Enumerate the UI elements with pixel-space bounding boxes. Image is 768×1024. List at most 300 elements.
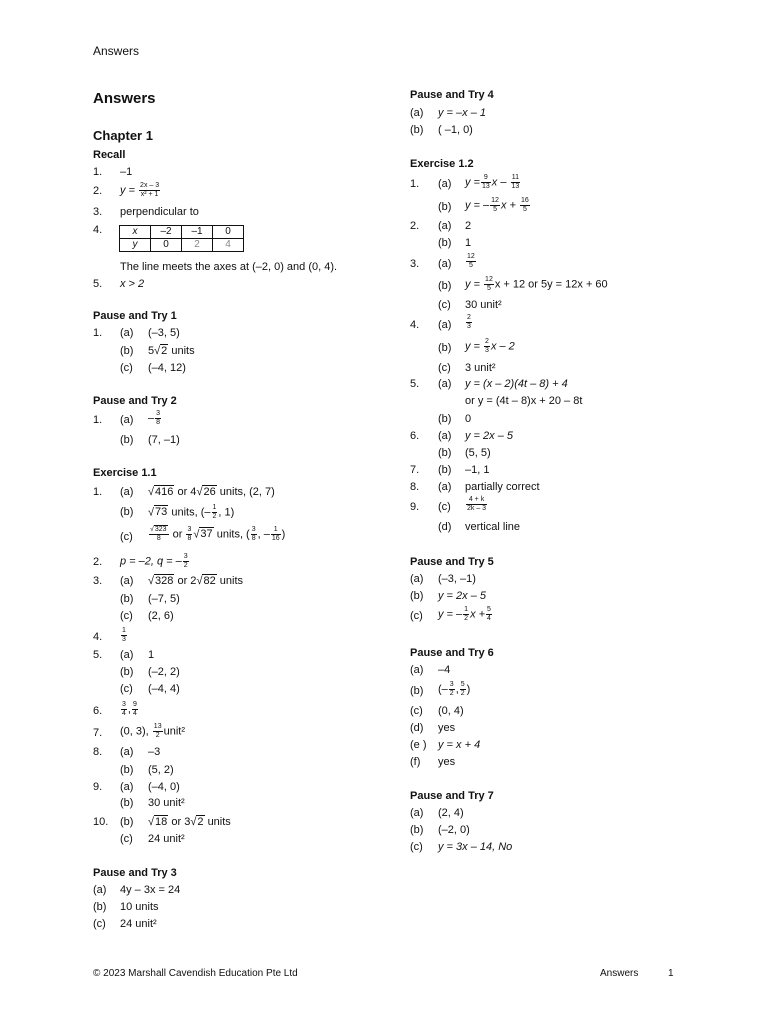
radicand: 18 bbox=[155, 816, 168, 828]
fraction bbox=[484, 338, 490, 355]
fraction-numerator: 1 bbox=[122, 627, 126, 634]
fraction-denominator: 2 bbox=[155, 732, 160, 739]
table-cell: 2 bbox=[182, 239, 213, 252]
pt4-heading: Pause and Try 4 bbox=[410, 89, 494, 101]
answer-text: y = x + 4 bbox=[438, 739, 481, 751]
fraction bbox=[155, 410, 161, 427]
part-label: (b) bbox=[410, 124, 424, 136]
part-label: (a) bbox=[120, 575, 134, 587]
tail-text: x + 12 or 5y = 12x + 60 bbox=[494, 278, 608, 291]
part-label: (c) bbox=[438, 501, 451, 513]
copyright-footer: © 2023 Marshall Cavendish Education Pte Ltd bbox=[93, 968, 298, 979]
fraction bbox=[490, 197, 500, 214]
mid-text: , – bbox=[257, 528, 270, 541]
part-label: (a) bbox=[93, 884, 107, 896]
fraction-denominator: 16 bbox=[271, 535, 280, 542]
pt6-c bbox=[410, 704, 464, 718]
ex11-q2 bbox=[93, 553, 188, 569]
fraction-numerator: 12 bbox=[491, 197, 499, 204]
part-label: (a) bbox=[410, 664, 424, 676]
answer-text: y = 2x – 5 bbox=[438, 590, 487, 602]
fraction-numerator: 2x – 3 bbox=[140, 182, 160, 189]
answer-text: 2 bbox=[465, 220, 472, 232]
part-label: (b) bbox=[438, 464, 452, 476]
answer-text: (5, 2) bbox=[148, 764, 174, 776]
fraction bbox=[121, 701, 127, 718]
fraction-numerator: 3 bbox=[251, 526, 256, 533]
pt2-heading: Pause and Try 2 bbox=[93, 395, 177, 407]
answer-text: 3 unit² bbox=[465, 362, 496, 374]
fraction-denominator: 4 bbox=[122, 710, 126, 717]
ex11-q1a: 1. (a) √416 or 4√26 units, (2, 7) bbox=[93, 486, 275, 498]
pt6-f bbox=[410, 755, 456, 769]
answer-text: 4y – 3x = 24 bbox=[120, 884, 181, 896]
answer-prefix: y = bbox=[120, 184, 135, 197]
ex12-q3b bbox=[438, 276, 608, 293]
part-label: (c) bbox=[120, 683, 133, 695]
fraction bbox=[466, 253, 476, 270]
fraction-numerator: 3 bbox=[449, 681, 454, 688]
table-row bbox=[120, 239, 244, 252]
ex12-heading: Exercise 1.2 bbox=[410, 158, 474, 170]
prefix: (– bbox=[438, 683, 448, 696]
part-label: (c) bbox=[120, 531, 133, 543]
pt4-b bbox=[410, 123, 473, 137]
radicand: 323 bbox=[154, 526, 167, 533]
question-number: 6. bbox=[410, 430, 420, 442]
fraction-denominator: 2k – 3 bbox=[467, 505, 487, 512]
fraction-numerator: 5 bbox=[460, 681, 465, 688]
xy-table bbox=[119, 225, 244, 252]
answer-text: y = 3x – 14, No bbox=[438, 841, 513, 853]
fraction-numerator: 1 bbox=[464, 606, 469, 613]
answer-text: 24 unit² bbox=[120, 918, 157, 930]
question-number: 2. bbox=[93, 185, 103, 197]
question-number: 2. bbox=[93, 556, 103, 568]
part-label: (c) bbox=[120, 610, 133, 622]
fraction bbox=[466, 496, 487, 513]
fraction-numerator: 13 bbox=[153, 723, 162, 730]
page-number: 1 bbox=[668, 968, 674, 979]
question-number: 7. bbox=[93, 727, 103, 739]
question-number: 5. bbox=[93, 278, 103, 290]
ex12-q4c bbox=[438, 361, 496, 375]
question-number: 9. bbox=[93, 781, 103, 793]
part-label: (a) bbox=[120, 327, 134, 339]
ex12-q1b bbox=[438, 197, 529, 214]
answer-text: p = –2, q = – bbox=[120, 555, 182, 568]
prefix: y = – bbox=[465, 199, 490, 212]
ex11-q4 bbox=[93, 627, 126, 644]
fraction bbox=[484, 276, 494, 293]
radicand: 73 bbox=[155, 506, 168, 519]
prefix: y = – bbox=[438, 608, 463, 621]
mid-text: x – bbox=[491, 176, 507, 189]
or-text: or 2 bbox=[177, 575, 197, 587]
fraction bbox=[121, 627, 127, 644]
units-text: units bbox=[171, 345, 195, 357]
part-label: (b) bbox=[438, 413, 452, 425]
part-label: (a) bbox=[438, 481, 452, 493]
recall-q4 bbox=[93, 223, 102, 237]
pt4-a bbox=[410, 106, 487, 120]
question-number: 7. bbox=[410, 464, 420, 476]
ex11-q5c bbox=[120, 682, 180, 696]
fraction-denominator: 4 bbox=[487, 615, 491, 622]
fraction bbox=[520, 197, 530, 214]
question-number: 5. bbox=[93, 649, 103, 661]
part-label: (c) bbox=[438, 362, 451, 374]
answer-text: x > 2 bbox=[120, 278, 145, 290]
fraction bbox=[486, 606, 492, 623]
or-text: or 3 bbox=[171, 816, 191, 828]
pt6-heading: Pause and Try 6 bbox=[410, 647, 494, 659]
pt1-heading: Pause and Try 1 bbox=[93, 310, 177, 322]
answer-text: –1, 1 bbox=[465, 464, 490, 476]
question-number: 3. bbox=[93, 575, 103, 587]
pt7-heading: Pause and Try 7 bbox=[410, 790, 494, 802]
pt3-a bbox=[93, 883, 181, 897]
fraction bbox=[153, 723, 163, 740]
answer-text: vertical line bbox=[465, 521, 521, 533]
part-label: (a) bbox=[120, 486, 134, 498]
part-label: (c) bbox=[120, 833, 133, 845]
pt6-d bbox=[410, 721, 456, 735]
fraction-numerator: 3 bbox=[183, 553, 188, 560]
ex11-q1b: (b) √73 units, (– $\frac{1}{2}$ , 1) bbox=[120, 504, 235, 520]
ex11-q9b bbox=[120, 796, 185, 810]
radicand: 2 bbox=[197, 816, 204, 828]
ex12-q9d bbox=[438, 520, 521, 534]
ex11-q9a bbox=[93, 780, 180, 794]
fraction-denominator: 2 bbox=[449, 690, 454, 697]
ex12-q5a-alt: or y = (4t – 8)x + 20 – 8t bbox=[465, 395, 583, 407]
ex12-q4b bbox=[438, 338, 515, 355]
fraction-numerator: 12 bbox=[485, 276, 493, 283]
part-label: (a) bbox=[410, 107, 424, 119]
ex11-q3c bbox=[120, 609, 174, 623]
pt6-a bbox=[410, 663, 451, 677]
fraction-numerator: 5 bbox=[487, 606, 491, 613]
fraction-numerator: 1 bbox=[271, 526, 281, 535]
part-label: (a) bbox=[438, 220, 452, 232]
answer-text: 1 bbox=[465, 237, 472, 249]
fraction bbox=[481, 174, 491, 191]
pt3-heading: Pause and Try 3 bbox=[93, 867, 177, 879]
question-number: 2. bbox=[410, 220, 420, 232]
part-label: (c) bbox=[438, 299, 451, 311]
pt5-b bbox=[410, 589, 487, 603]
part-label: (b) bbox=[120, 345, 134, 357]
answer-text: (–4, 12) bbox=[148, 362, 186, 374]
table-cell: 4 bbox=[213, 239, 244, 252]
pt2-b bbox=[120, 433, 180, 447]
table-row bbox=[120, 226, 244, 239]
answer-text: 24 unit² bbox=[148, 833, 185, 845]
part-label: (a) bbox=[120, 781, 134, 793]
question-number: 5. bbox=[410, 378, 420, 390]
end-text: , 1) bbox=[218, 506, 235, 519]
answer-text: yes bbox=[438, 756, 456, 768]
part-label: (b) bbox=[410, 685, 424, 697]
fraction-numerator: 2 bbox=[485, 338, 489, 345]
fraction-denominator: 2 bbox=[212, 513, 217, 520]
tail-text: x – 2 bbox=[490, 340, 515, 353]
answer-text: (2, 4) bbox=[438, 807, 464, 819]
answer-text: yes bbox=[438, 722, 456, 734]
answer-text: 30 unit² bbox=[148, 797, 185, 809]
or-text: or bbox=[172, 528, 183, 541]
fraction-denominator: 8 bbox=[187, 535, 192, 542]
answer-text: –4 bbox=[438, 664, 451, 676]
end-text: ) bbox=[466, 683, 471, 696]
fraction-denominator: 8 bbox=[156, 535, 161, 542]
ex12-q6a bbox=[410, 429, 514, 443]
ex11-q10c bbox=[120, 832, 185, 846]
chapter-title: Chapter 1 bbox=[93, 128, 153, 143]
question-number: 1. bbox=[93, 166, 103, 178]
separator: , bbox=[127, 703, 131, 716]
fraction-numerator: 2 bbox=[467, 314, 471, 321]
table-cell: 0 bbox=[213, 226, 244, 239]
fraction-denominator: 5 bbox=[468, 262, 473, 269]
answer-text: (–2, 2) bbox=[148, 666, 180, 678]
ex11-q1c: (c) $\frac{√323}{8}$ or $\frac{3}{8}$ √37 units, ( $\frac{3}{8}$ , – $\frac{1}{16}$ ) bbox=[120, 526, 286, 543]
answer-text: 30 unit² bbox=[465, 299, 502, 311]
radicand: 328 bbox=[155, 575, 174, 587]
fraction-denominator: 3 bbox=[467, 323, 471, 330]
fraction bbox=[139, 182, 160, 199]
part-label: (a) bbox=[438, 319, 452, 331]
answer-text: 1 bbox=[148, 649, 155, 661]
question-number: 9. bbox=[410, 501, 420, 513]
fraction bbox=[466, 314, 472, 331]
fraction-numerator: 16 bbox=[521, 197, 529, 204]
question-number: 8. bbox=[410, 481, 420, 493]
ex11-q5a bbox=[93, 648, 155, 662]
coefficient: 5 bbox=[148, 345, 155, 357]
question-number: 1. bbox=[93, 486, 103, 498]
sign: – bbox=[148, 412, 155, 425]
question-number: 1. bbox=[410, 178, 420, 190]
part-label: (a) bbox=[438, 258, 452, 270]
answer-text: (–4, 4) bbox=[148, 683, 180, 695]
fraction-numerator: 1 bbox=[212, 504, 217, 511]
answer-text: (0, 4) bbox=[438, 705, 464, 717]
question-number: 4. bbox=[93, 631, 103, 643]
part-label: (f) bbox=[410, 756, 421, 768]
part-label: (a) bbox=[120, 746, 134, 758]
recall-q4-note: The line meets the axes at (–2, 0) and (0, 4). bbox=[120, 261, 338, 273]
ex12-q6b bbox=[438, 446, 491, 460]
recall-q2 bbox=[93, 182, 160, 198]
tail-text: units bbox=[219, 575, 244, 587]
answer-text: y = (x – 2)(4t – 8) + 4 bbox=[465, 378, 568, 390]
question-number: 6. bbox=[93, 705, 103, 717]
ex11-q3a: 3. (a) √328 or 2√82 units bbox=[93, 575, 244, 587]
fraction bbox=[460, 681, 466, 698]
answer-text: (2, 6) bbox=[148, 610, 174, 622]
pt2-a bbox=[93, 410, 161, 427]
answer-text: perpendicular to bbox=[120, 206, 199, 218]
fraction-numerator: 4 + k bbox=[466, 496, 487, 505]
question-number: 8. bbox=[93, 746, 103, 758]
table-cell: 0 bbox=[151, 239, 182, 252]
recall-q5 bbox=[93, 277, 145, 291]
separator: , bbox=[455, 683, 459, 696]
fraction-numerator: 9 bbox=[481, 174, 491, 183]
part-label: (b) bbox=[120, 434, 134, 446]
part-label: (b) bbox=[438, 447, 452, 459]
answer-text: partially correct bbox=[465, 481, 540, 493]
fraction-numerator: 11 bbox=[511, 174, 520, 181]
part-label: (a) bbox=[438, 378, 452, 390]
answer-text: 0 bbox=[465, 413, 472, 425]
mid-text: x + bbox=[500, 199, 516, 212]
ex11-q5b bbox=[120, 665, 180, 679]
answer-text: (0, 3), bbox=[120, 725, 149, 738]
fraction-denominator: 13 bbox=[511, 183, 520, 190]
ex12-q7b bbox=[410, 463, 490, 477]
part-label: (b) bbox=[438, 201, 452, 213]
part-label: (b) bbox=[93, 901, 107, 913]
answer-text: (–7, 5) bbox=[148, 593, 180, 605]
ex11-q7 bbox=[93, 723, 185, 740]
running-head: Answers bbox=[93, 44, 140, 58]
question-number: 1. bbox=[93, 414, 103, 426]
prefix: y = bbox=[465, 340, 480, 353]
pt6-e bbox=[410, 738, 481, 752]
pt1-b: (b) 5√2 units bbox=[120, 345, 195, 357]
ex11-q6 bbox=[93, 701, 137, 718]
part-label: (e ) bbox=[410, 739, 427, 751]
fraction-denominator: 3 bbox=[485, 347, 489, 354]
ex12-q9c bbox=[410, 496, 487, 514]
pt7-b bbox=[410, 823, 470, 837]
pt1-a bbox=[93, 326, 180, 340]
pt1-c bbox=[120, 361, 186, 375]
fraction bbox=[186, 526, 192, 543]
tail-text: units bbox=[207, 816, 231, 828]
answer-text: (–3, 5) bbox=[148, 327, 180, 339]
part-label: (a) bbox=[438, 178, 452, 190]
radicand: 2 bbox=[161, 345, 168, 357]
fraction bbox=[271, 526, 281, 543]
radicand: 26 bbox=[203, 486, 216, 498]
answer-text: ( –1, 0) bbox=[438, 124, 473, 136]
prefix: y = bbox=[465, 278, 480, 291]
part-label: (c) bbox=[93, 918, 106, 930]
question-number: 4. bbox=[93, 224, 103, 236]
part-label: (c) bbox=[410, 705, 423, 717]
pt7-a bbox=[410, 806, 464, 820]
answer-text: y = 2x – 5 bbox=[465, 430, 514, 442]
fraction-denominator: x² + 1 bbox=[140, 191, 159, 198]
fraction bbox=[251, 526, 257, 543]
table-cell: y bbox=[120, 239, 151, 252]
answer-text: (–2, 0) bbox=[438, 824, 470, 836]
radicand: 37 bbox=[200, 528, 213, 541]
fraction-denominator: 2 bbox=[460, 690, 465, 697]
table-cell: –1 bbox=[182, 226, 213, 239]
table-cell: x bbox=[120, 226, 151, 239]
tail-text: units, (– bbox=[171, 506, 211, 519]
part-label: (b) bbox=[120, 506, 134, 518]
main-title: Answers bbox=[93, 90, 156, 107]
tail-text: units, (2, 7) bbox=[219, 486, 275, 498]
part-label: (c) bbox=[120, 362, 133, 374]
or-text: or 4 bbox=[177, 486, 197, 498]
ex11-q8a bbox=[93, 745, 161, 759]
fraction-denominator: 3 bbox=[122, 636, 126, 643]
fraction bbox=[511, 174, 521, 191]
fraction-numerator: 3 bbox=[156, 410, 161, 417]
fraction-denominator: 4 bbox=[132, 710, 137, 717]
ex12-q5b bbox=[438, 412, 472, 426]
recall-q1 bbox=[93, 165, 133, 179]
pt3-b bbox=[93, 900, 159, 914]
part-label: (c) bbox=[410, 610, 423, 622]
fraction-denominator: 5 bbox=[486, 285, 491, 292]
part-label: (a) bbox=[120, 414, 134, 426]
ex12-q1a bbox=[410, 174, 520, 191]
fraction-denominator: 13 bbox=[481, 183, 490, 190]
fraction: $\frac{√323}{8}$ bbox=[150, 526, 167, 542]
pt7-c bbox=[410, 840, 513, 854]
ex12-q4a bbox=[410, 314, 471, 332]
fraction bbox=[132, 701, 138, 718]
part-label: (b) bbox=[120, 797, 134, 809]
fraction-denominator: 2 bbox=[464, 615, 469, 622]
question-number: 1. bbox=[93, 327, 103, 339]
pt5-c bbox=[410, 606, 491, 623]
ex12-q2a bbox=[410, 219, 472, 233]
recall-q3 bbox=[93, 205, 199, 219]
part-label: (b) bbox=[120, 666, 134, 678]
answer-text: –1 bbox=[120, 166, 133, 178]
ex12-q8a bbox=[410, 480, 540, 494]
ex11-q10b: 10. (b) √18 or 3√2 units bbox=[93, 816, 231, 828]
part-label: (b) bbox=[410, 824, 424, 836]
fraction-denominator: 8 bbox=[251, 535, 256, 542]
fraction-denominator: 8 bbox=[156, 419, 161, 426]
answer-text: 10 units bbox=[120, 901, 159, 913]
fraction bbox=[212, 504, 218, 521]
part-label: (c) bbox=[410, 841, 423, 853]
part-label: (a) bbox=[438, 430, 452, 442]
recall-heading: Recall bbox=[93, 149, 126, 161]
part-label: (b) bbox=[438, 280, 452, 292]
fraction-numerator: 9 bbox=[132, 701, 137, 708]
pt5-a bbox=[410, 572, 476, 586]
ex11-q3b bbox=[120, 592, 180, 606]
question-number: 3. bbox=[93, 206, 103, 218]
fraction bbox=[449, 681, 455, 698]
fraction-denominator: 5 bbox=[522, 206, 527, 213]
part-label: (b) bbox=[410, 590, 424, 602]
answer-text: (5, 5) bbox=[465, 447, 491, 459]
question-number: 3. bbox=[410, 258, 420, 270]
answer-text: –3 bbox=[148, 746, 161, 758]
fraction bbox=[183, 553, 189, 570]
part-label: (b) bbox=[120, 764, 134, 776]
fraction-numerator: 3 bbox=[122, 701, 126, 708]
answer-text: y = –x – 1 bbox=[438, 107, 487, 119]
pt3-c bbox=[93, 917, 157, 931]
ex12-q5a bbox=[410, 377, 568, 391]
radicand: 82 bbox=[203, 575, 216, 587]
ex11-q8b bbox=[120, 763, 174, 777]
